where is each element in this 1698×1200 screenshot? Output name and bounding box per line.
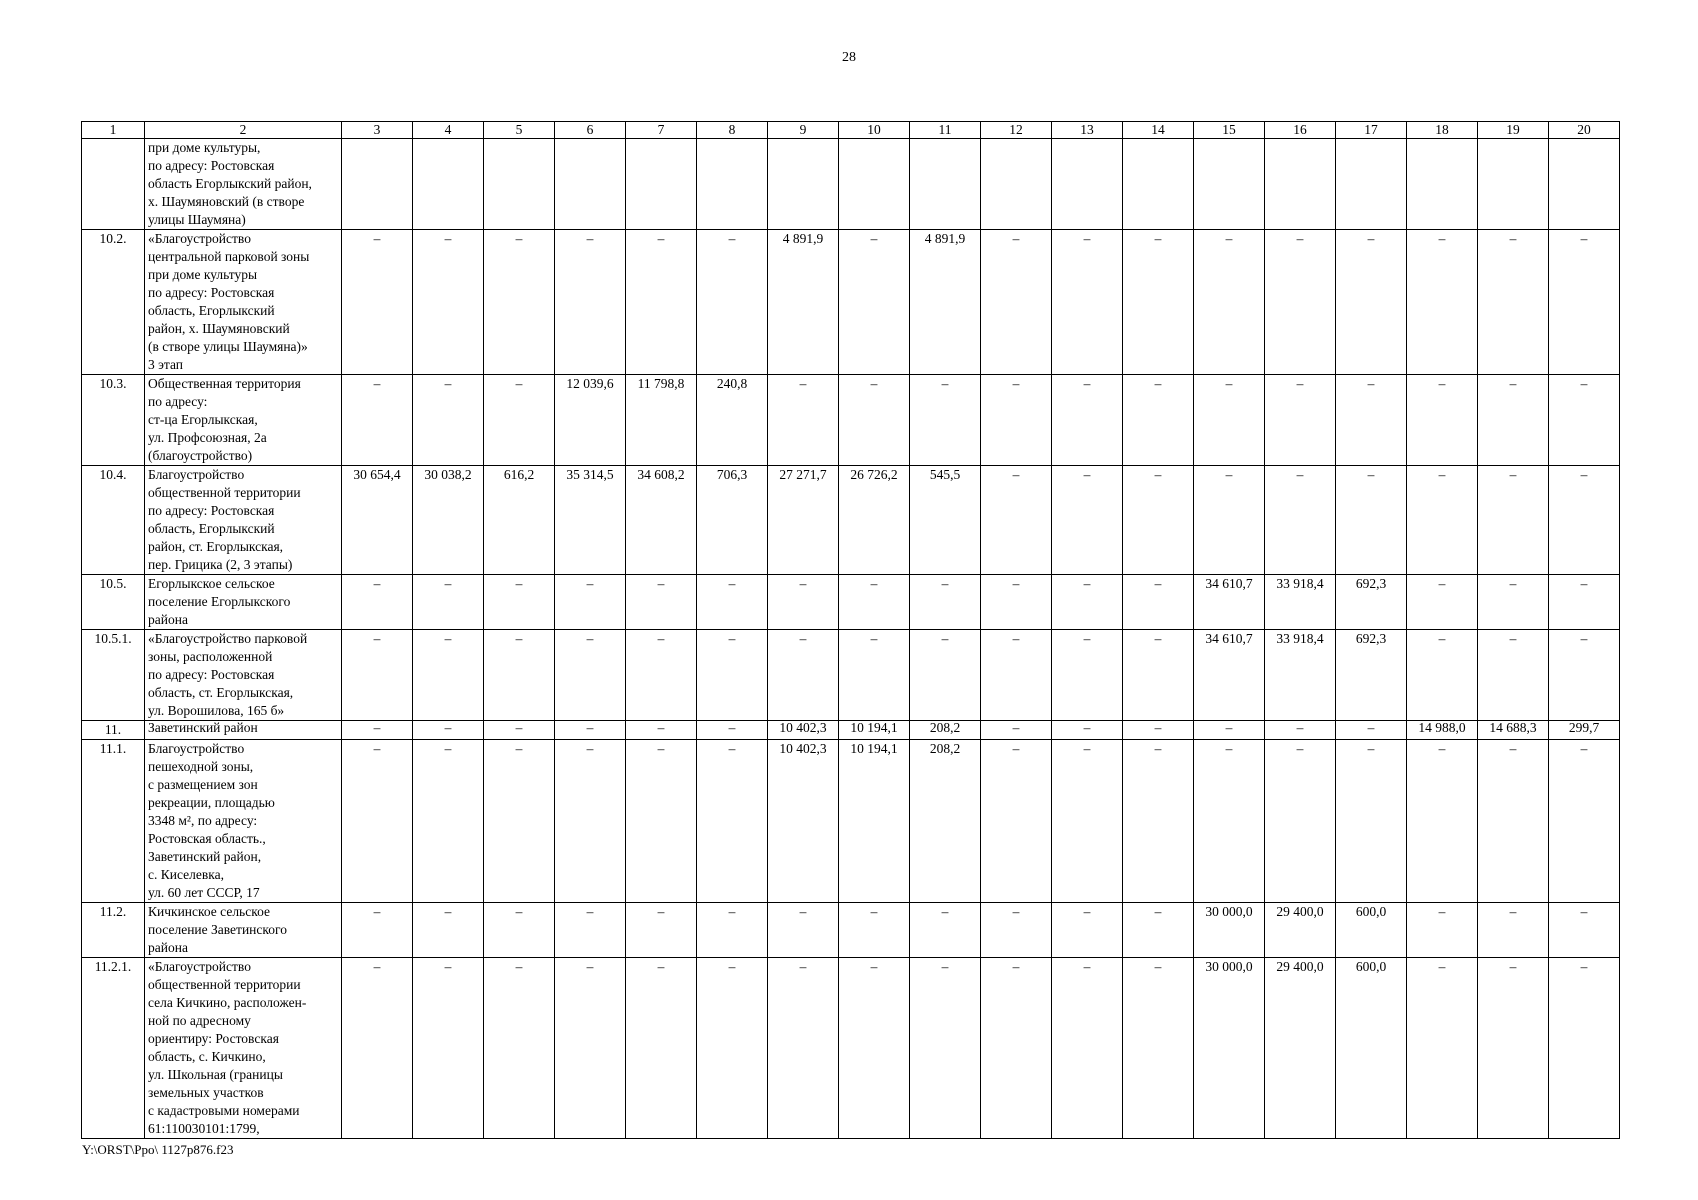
value-cell [1265,139,1336,230]
row-name: Благоустройство общественной территории по адресу: Ростовская область, Егорлыкский район, ст. Егорлыкская, пер. Грицика (2, 3 этапы) [145,466,342,575]
value-cell: – [1052,466,1123,575]
value-cell: – [1407,630,1478,721]
value-cell: – [1194,740,1265,903]
value-cell: – [555,230,626,375]
value-cell: – [342,958,413,1139]
value-cell: – [1194,466,1265,575]
value-cell: – [484,903,555,958]
table-row [82,230,1620,375]
value-cell: 33 918,4 [1265,575,1336,630]
value-cell: – [1265,375,1336,466]
value-cell: – [1194,375,1265,466]
value-cell: – [342,630,413,721]
value-cell: – [626,575,697,630]
header-cell: 20 [1549,122,1620,139]
table-row [82,630,1620,721]
value-cell [1052,139,1123,230]
value-cell: – [1123,740,1194,903]
value-cell: – [1052,230,1123,375]
value-cell: – [1407,575,1478,630]
data-table [81,121,1620,1139]
value-cell [697,139,768,230]
value-cell: – [484,575,555,630]
value-cell: – [697,630,768,721]
value-cell: – [484,630,555,721]
value-cell: – [981,466,1052,575]
value-cell: 27 271,7 [768,466,839,575]
header-cell: 14 [1123,122,1194,139]
value-cell: – [1549,375,1620,466]
value-cell: 14 988,0 [1407,721,1478,740]
row-number: 11.2. [82,903,145,958]
value-cell: – [1265,740,1336,903]
value-cell: 299,7 [1549,721,1620,740]
value-cell: – [1478,958,1549,1139]
value-cell: – [981,958,1052,1139]
value-cell: – [1265,230,1336,375]
value-cell: – [626,958,697,1139]
table-row [82,721,1620,740]
value-cell: – [1478,575,1549,630]
value-cell [342,139,413,230]
row-name: Благоустройство пешеходной зоны, с размещением зон рекреации, площадью 3348 м², по адресу: Ростовская область., Заветинский район, с. Киселевка, ул. 60 лет СССР, 17 [145,740,342,903]
value-cell: – [413,575,484,630]
value-cell: – [1407,230,1478,375]
value-cell [626,139,697,230]
value-cell: – [981,903,1052,958]
row-number: 11.1. [82,740,145,903]
value-cell: – [413,375,484,466]
value-cell: – [981,230,1052,375]
value-cell: 30 000,0 [1194,958,1265,1139]
header-cell: 6 [555,122,626,139]
value-cell: – [1407,958,1478,1139]
value-cell: – [555,721,626,740]
value-cell: – [555,575,626,630]
value-cell: – [1478,630,1549,721]
value-cell: – [1549,630,1620,721]
value-cell [484,139,555,230]
value-cell: – [839,903,910,958]
footer-file-path: Y:\ORST\Ppo\ 1127p876.f23 [82,1142,234,1157]
value-cell: – [1478,903,1549,958]
value-cell [910,139,981,230]
value-cell: – [697,721,768,740]
value-cell: 33 918,4 [1265,630,1336,721]
value-cell: – [1052,575,1123,630]
row-name: Заветинский район [145,721,342,740]
value-cell: 208,2 [910,740,981,903]
value-cell: – [342,721,413,740]
value-cell: 706,3 [697,466,768,575]
value-cell: – [910,575,981,630]
value-cell: – [768,630,839,721]
value-cell: – [839,958,910,1139]
value-cell: – [1478,375,1549,466]
value-cell: – [1194,721,1265,740]
row-number [82,139,145,230]
value-cell: – [839,630,910,721]
value-cell [981,139,1052,230]
value-cell: 4 891,9 [910,230,981,375]
value-cell: – [342,740,413,903]
value-cell: – [1194,230,1265,375]
value-cell [768,139,839,230]
value-cell [839,139,910,230]
value-cell: – [413,630,484,721]
row-name: «Благоустройство центральной парковой зоны при доме культуры по адресу: Ростовская область, Егорлыкский район, х. Шаумяновский (в створе улицы Шаумяна)» 3 этап [145,230,342,375]
value-cell: 616,2 [484,466,555,575]
value-cell: 34 610,7 [1194,630,1265,721]
table-row [82,740,1620,903]
table-row [82,903,1620,958]
value-cell: 10 402,3 [768,740,839,903]
header-cell: 19 [1478,122,1549,139]
header-cell: 8 [697,122,768,139]
value-cell: – [1549,575,1620,630]
header-cell: 17 [1336,122,1407,139]
value-cell: – [981,721,1052,740]
value-cell: – [981,740,1052,903]
value-cell [1549,139,1620,230]
table-row [82,375,1620,466]
value-cell: – [1336,230,1407,375]
header-cell: 9 [768,122,839,139]
value-cell: – [1123,575,1194,630]
header-cell: 4 [413,122,484,139]
value-cell: – [1407,903,1478,958]
value-cell [413,139,484,230]
header-cell: 12 [981,122,1052,139]
value-cell: – [839,375,910,466]
value-cell [1407,139,1478,230]
value-cell: – [413,721,484,740]
value-cell: – [555,903,626,958]
value-cell: – [1336,721,1407,740]
row-number: 10.3. [82,375,145,466]
value-cell: – [1123,630,1194,721]
value-cell: 11 798,8 [626,375,697,466]
value-cell: – [626,740,697,903]
value-cell: – [697,575,768,630]
value-cell: 545,5 [910,466,981,575]
row-name: при доме культуры, по адресу: Ростовская область Егорлыкский район, х. Шаумяновский (в створе улицы Шаумяна) [145,139,342,230]
value-cell: 30 000,0 [1194,903,1265,958]
value-cell: – [1123,958,1194,1139]
value-cell: – [413,230,484,375]
value-cell: – [484,958,555,1139]
value-cell: – [1478,466,1549,575]
value-cell: – [1549,740,1620,903]
value-cell: – [1052,375,1123,466]
value-cell: – [981,630,1052,721]
value-cell: – [768,903,839,958]
value-cell: 240,8 [697,375,768,466]
value-cell: – [1478,740,1549,903]
row-number: 10.5.1. [82,630,145,721]
header-cell: 5 [484,122,555,139]
value-cell: – [1265,721,1336,740]
row-number: 10.4. [82,466,145,575]
row-number: 11. [82,721,145,740]
value-cell [1336,139,1407,230]
value-cell: – [555,740,626,903]
value-cell: – [413,740,484,903]
value-cell: – [1052,903,1123,958]
row-name: Общественная территория по адресу: ст-ца Егорлыкская, ул. Профсоюзная, 2а (благоустройство) [145,375,342,466]
value-cell: – [484,721,555,740]
value-cell: 692,3 [1336,575,1407,630]
value-cell: – [1549,958,1620,1139]
table-row [82,139,1620,230]
value-cell: – [697,958,768,1139]
value-cell: – [768,575,839,630]
value-cell: – [342,575,413,630]
value-cell: – [1265,466,1336,575]
value-cell: – [839,575,910,630]
value-cell: – [626,230,697,375]
value-cell: – [626,721,697,740]
value-cell: – [413,903,484,958]
value-cell: – [1123,903,1194,958]
row-name: Кичкинское сельское поселение Заветинского района [145,903,342,958]
value-cell: – [484,230,555,375]
value-cell: – [1336,740,1407,903]
value-cell: – [910,958,981,1139]
row-name: «Благоустройство парковой зоны, расположенной по адресу: Ростовская область, ст. Егорлыкская, ул. Ворошилова, 165 б» [145,630,342,721]
value-cell: – [910,903,981,958]
value-cell: – [484,375,555,466]
value-cell: 10 194,1 [839,721,910,740]
value-cell: – [1549,903,1620,958]
header-cell: 2 [145,122,342,139]
value-cell: 14 688,3 [1478,721,1549,740]
table-header-row [82,122,1620,139]
value-cell: – [1336,375,1407,466]
value-cell: 34 610,7 [1194,575,1265,630]
value-cell: – [697,903,768,958]
value-cell: 12 039,6 [555,375,626,466]
value-cell [1478,139,1549,230]
row-name: «Благоустройство общественной территории села Кичкино, расположен- ной по адресному ориентиру: Ростовская область, с. Кичкино, ул. Школьная (границы земельных участков с кадастровыми номерами 61:110030101:1799, [145,958,342,1139]
page-number: 28 [842,50,856,65]
value-cell: 10 402,3 [768,721,839,740]
value-cell: – [910,630,981,721]
value-cell: – [1478,230,1549,375]
table-row [82,958,1620,1139]
value-cell: – [555,630,626,721]
value-cell: – [342,230,413,375]
value-cell: 600,0 [1336,958,1407,1139]
value-cell [1194,139,1265,230]
value-cell: 30 038,2 [413,466,484,575]
header-cell: 3 [342,122,413,139]
value-cell: – [981,575,1052,630]
row-number: 10.2. [82,230,145,375]
header-cell: 10 [839,122,910,139]
value-cell: – [484,740,555,903]
value-cell: – [413,958,484,1139]
value-cell: – [839,230,910,375]
value-cell: – [981,375,1052,466]
row-name: Егорлыкское сельское поселение Егорлыкского района [145,575,342,630]
value-cell: – [697,230,768,375]
value-cell: 35 314,5 [555,466,626,575]
value-cell: – [1052,721,1123,740]
value-cell: – [1052,740,1123,903]
value-cell: 208,2 [910,721,981,740]
value-cell: – [626,903,697,958]
value-cell: 34 608,2 [626,466,697,575]
value-cell: – [910,375,981,466]
table-row [82,575,1620,630]
value-cell: – [1052,630,1123,721]
value-cell: – [555,958,626,1139]
value-cell: – [342,375,413,466]
table-body [82,122,1620,1139]
header-cell: 16 [1265,122,1336,139]
value-cell: – [1336,466,1407,575]
value-cell: 30 654,4 [342,466,413,575]
value-cell [1123,139,1194,230]
header-cell: 15 [1194,122,1265,139]
row-number: 10.5. [82,575,145,630]
value-cell: 4 891,9 [768,230,839,375]
value-cell: 600,0 [1336,903,1407,958]
value-cell: – [1123,375,1194,466]
value-cell: – [1407,466,1478,575]
table-row [82,466,1620,575]
header-cell: 13 [1052,122,1123,139]
value-cell [555,139,626,230]
value-cell: – [768,958,839,1139]
value-cell: 10 194,1 [839,740,910,903]
value-cell: – [1549,466,1620,575]
row-number: 11.2.1. [82,958,145,1139]
header-cell: 18 [1407,122,1478,139]
value-cell: – [1052,958,1123,1139]
value-cell: 29 400,0 [1265,958,1336,1139]
value-cell: – [768,375,839,466]
value-cell: – [342,903,413,958]
value-cell: – [1407,740,1478,903]
header-cell: 11 [910,122,981,139]
value-cell: – [1407,375,1478,466]
value-cell: – [1123,230,1194,375]
value-cell: 692,3 [1336,630,1407,721]
value-cell: – [626,630,697,721]
value-cell: 26 726,2 [839,466,910,575]
header-cell: 1 [82,122,145,139]
value-cell: – [1123,466,1194,575]
value-cell: – [697,740,768,903]
value-cell: 29 400,0 [1265,903,1336,958]
value-cell: – [1549,230,1620,375]
header-cell: 7 [626,122,697,139]
value-cell: – [1123,721,1194,740]
